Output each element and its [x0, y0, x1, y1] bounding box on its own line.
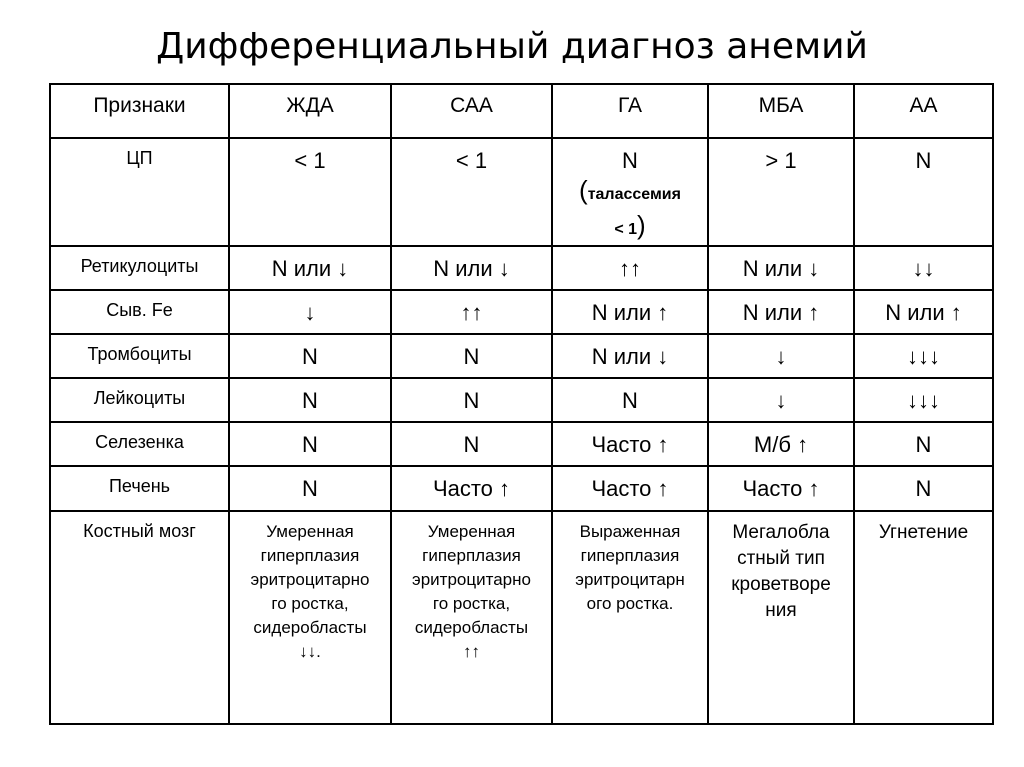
cell-serum-fe-mba: N или ↑: [708, 290, 854, 334]
table-row-spleen: [50, 422, 993, 466]
cell-leukocytes-mba: ↓: [708, 378, 854, 422]
cell-bone-marrow-mba: [708, 511, 854, 724]
cell-platelets-mba: ↓: [708, 334, 854, 378]
row-label-reticulocytes: Ретикулоциты: [50, 246, 229, 290]
cell-bone-marrow-aa: [854, 511, 993, 724]
table-row-serum-fe: [50, 290, 993, 334]
bm-saa-line: сидеробласты: [414, 618, 529, 637]
cell-serum-fe-ga: N или ↑: [552, 290, 708, 334]
bm-saa-line: ↑↑: [463, 642, 480, 661]
cell-reticulocytes-saa: N или ↓: [391, 246, 552, 290]
table-row-liver: [50, 466, 993, 511]
cp-ga-paren-open: (: [579, 175, 588, 205]
cell-serum-fe-saa: ↑↑: [391, 290, 552, 334]
header-cell-features: Признаки: [50, 84, 229, 138]
table-row-reticulocytes: [50, 246, 993, 290]
cell-liver-mba: Часто ↑: [708, 466, 854, 511]
cell-reticulocytes-ga: ↑↑: [552, 246, 708, 290]
cell-leukocytes-ga: N: [552, 378, 708, 422]
cell-liver-saa: Часто ↑: [391, 466, 552, 511]
bm-ga-line: эритроцитарн: [575, 570, 685, 589]
row-label-serum-fe: Сыв. Fe: [50, 290, 229, 334]
bm-jda-line: сидеробласты: [253, 618, 367, 637]
bm-jda-line: Умеренная: [266, 522, 354, 541]
cell-platelets-jda: N: [229, 334, 391, 378]
header-cell-ga: ГА: [552, 84, 708, 138]
cell-platelets-aa: ↓↓↓: [854, 334, 993, 378]
bm-mba-line: стный тип: [737, 548, 825, 569]
bm-mba-line: Мегалобла: [732, 522, 830, 543]
bm-saa-line: эритроцитарно: [412, 570, 531, 589]
cell-spleen-aa: N: [854, 422, 993, 466]
cell-platelets-saa: N: [391, 334, 552, 378]
cell-bone-marrow-saa: [391, 511, 552, 724]
cp-ga-note1: талассемия: [587, 186, 681, 203]
row-label-platelets: Тромбоциты: [50, 334, 229, 378]
cell-cp-mba: > 1: [708, 138, 854, 246]
cell-liver-aa: N: [854, 466, 993, 511]
header-cell-aa: АА: [854, 84, 993, 138]
cell-bone-marrow-ga: [552, 511, 708, 724]
cell-cp-jda: < 1: [229, 138, 391, 246]
bm-jda-line: ↓↓.: [299, 642, 321, 661]
table-row-cp: [50, 138, 993, 246]
cell-spleen-saa: N: [391, 422, 552, 466]
cell-leukocytes-jda: N: [229, 378, 391, 422]
table-header-row: [50, 84, 993, 138]
bm-ga-line: гиперплазия: [580, 546, 680, 565]
cell-leukocytes-aa: ↓↓↓: [854, 378, 993, 422]
cell-reticulocytes-jda: N или ↓: [229, 246, 391, 290]
cell-cp-saa: < 1: [391, 138, 552, 246]
bm-ga-line: Выраженная: [579, 522, 681, 541]
cell-serum-fe-jda: ↓: [229, 290, 391, 334]
cell-liver-ga: Часто ↑: [552, 466, 708, 511]
bm-saa-line: го ростка,: [432, 594, 511, 613]
cell-reticulocytes-aa: ↓↓: [854, 246, 993, 290]
bm-jda-line: го ростка,: [271, 594, 349, 613]
table-row-bone-marrow: [50, 511, 993, 724]
row-label-spleen: Селезенка: [50, 422, 229, 466]
bm-saa-line: Умеренная: [427, 522, 516, 541]
row-label-liver: Печень: [50, 466, 229, 511]
cell-platelets-ga: N или ↓: [552, 334, 708, 378]
header-cell-jda: ЖДА: [229, 84, 391, 138]
header-cell-mba: МБА: [708, 84, 854, 138]
cell-reticulocytes-mba: N или ↓: [708, 246, 854, 290]
row-label-leukocytes: Лейкоциты: [50, 378, 229, 422]
bm-jda-line: гиперплазия: [260, 546, 360, 565]
cell-bone-marrow-jda: [229, 511, 391, 724]
cell-spleen-jda: N: [229, 422, 391, 466]
bm-aa-line: Угнетение: [878, 522, 969, 543]
cell-serum-fe-aa: N или ↑: [854, 290, 993, 334]
cp-ga-value: N: [622, 148, 638, 173]
cell-cp-ga: [552, 138, 708, 246]
cell-spleen-ga: Часто ↑: [552, 422, 708, 466]
cp-ga-note2: < 1: [614, 221, 637, 238]
table-row-leukocytes: [50, 378, 993, 422]
cell-liver-jda: N: [229, 466, 391, 511]
anemia-diagnosis-table: [49, 83, 994, 725]
row-label-cp: ЦП: [50, 138, 229, 246]
cp-ga-note-line1: [557, 175, 703, 210]
cell-cp-aa: N: [854, 138, 993, 246]
cp-ga-paren-close: ): [637, 210, 646, 240]
bm-jda-line: эритроцитарно: [250, 570, 370, 589]
cell-leukocytes-saa: N: [391, 378, 552, 422]
slide-title: Дифференциальный диагноз анемий: [156, 26, 868, 67]
row-label-bone-marrow: Костный мозг: [50, 511, 229, 724]
cell-spleen-mba: М/б ↑: [708, 422, 854, 466]
bm-saa-line: гиперплазия: [422, 546, 521, 565]
bm-mba-line: кроветворе: [731, 574, 831, 595]
bm-ga-line: ого ростка.: [586, 594, 674, 613]
header-cell-saa: САА: [391, 84, 552, 138]
bm-mba-line: ния: [765, 600, 797, 621]
cp-ga-note-line2: [557, 210, 703, 245]
table-row-platelets: [50, 334, 993, 378]
